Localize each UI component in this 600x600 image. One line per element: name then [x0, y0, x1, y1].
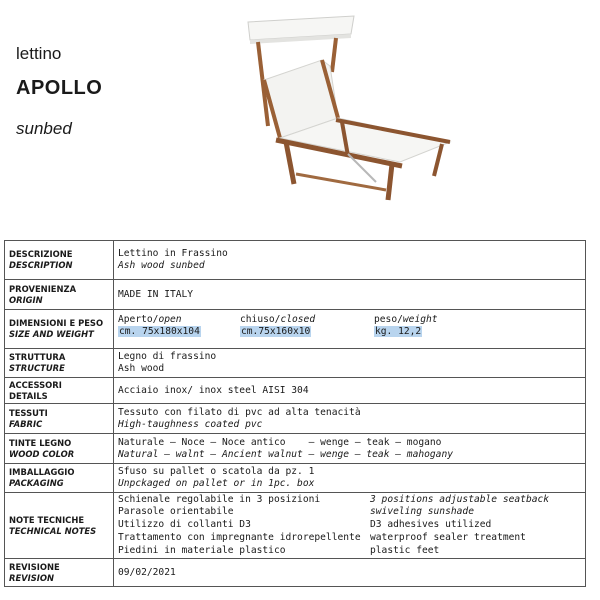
value-structure: Legno di frassino Ash wood [114, 349, 586, 378]
row-size [5, 310, 586, 349]
size-weight: peso/weight kg. 12,2 [374, 314, 438, 337]
label-wood-color: TINTE LEGNO WOOD COLOR [5, 434, 114, 464]
label-description: DESCRIZIONE DESCRIPTION [5, 241, 114, 280]
row-packaging [5, 464, 586, 493]
value-size [114, 310, 586, 349]
weight-value: kg. 12,2 [375, 326, 422, 337]
value-notes [114, 493, 586, 559]
list-item: Utilizzo di collanti D3 [118, 519, 251, 531]
list-item: swiveling sunshade [370, 506, 474, 518]
size-open: Aperto/open cm. 75x180x104 [118, 314, 200, 337]
list-item: Trattamento con impregnante idrorepellente [118, 531, 361, 543]
label-accessories: ACCESSORI DETAILS [5, 378, 114, 404]
spec-table [4, 240, 586, 587]
list-item: plastic feet [370, 544, 440, 556]
closed-dimensions: cm.75x160x10 [241, 326, 311, 337]
label-packaging: IMBALLAGGIO PACKAGING [5, 464, 114, 493]
list-item: Schienale regolabile in 3 posizioni [118, 493, 321, 505]
value-packaging: Sfuso su pallet o scatola da pz. 1 Unpckaged on pallet or in 1pc. box [114, 464, 586, 493]
row-fabric [5, 404, 586, 434]
open-dimensions: cm. 75x180x104 [119, 326, 200, 337]
title-line-english: sunbed [16, 119, 72, 138]
value-fabric: Tessuto con filato di pvc ad alta tenacità High-taughness coated pvc [114, 404, 586, 434]
list-item: 3 positions adjustable seatback [370, 493, 550, 505]
label-notes: NOTE TECNICHE TECHNICAL NOTES [5, 493, 114, 559]
label-origin: PROVENIENZA ORIGIN [5, 280, 114, 310]
title-line-type: lettino [16, 44, 62, 63]
row-notes [5, 493, 586, 559]
value-accessories: Acciaio inox/ inox steel AISI 304 [114, 378, 586, 404]
title-line-name: APOLLO [16, 77, 103, 99]
value-wood-color: Naturale – Noce – Noce antico – wenge – teak – mogano Natural – walnt – Ancient walnut – wenge – teak – mahogany [114, 434, 586, 464]
row-wood-color [5, 434, 586, 464]
value-revision: 09/02/2021 [114, 559, 586, 587]
value-description: Lettino in Frassino Ash wood sunbed [114, 241, 586, 280]
row-description [5, 241, 586, 280]
row-origin [5, 280, 586, 310]
sunbed-product-photo [236, 14, 476, 204]
list-item: D3 adhesives utilized [370, 519, 492, 531]
label-structure: STRUTTURA STRUCTURE [5, 349, 114, 378]
size-closed: chiuso/closed cm.75x160x10 [240, 314, 316, 337]
row-revision [5, 559, 586, 587]
label-revision: REVISIONE REVISION [5, 559, 114, 587]
list-item: waterproof sealer treatment [370, 531, 526, 543]
row-accessories [5, 378, 586, 404]
notes-italian [118, 494, 361, 558]
label-fabric: TESSUTI FABRIC [5, 404, 114, 434]
label-size: DIMENSIONI E PESO SIZE AND WEIGHT [5, 310, 114, 349]
list-item: Piedini in materiale plastico [118, 544, 286, 556]
value-origin: MADE IN ITALY [114, 280, 586, 310]
notes-english [370, 494, 549, 558]
row-structure [5, 349, 586, 378]
list-item: Parasole orientabile [118, 506, 234, 518]
